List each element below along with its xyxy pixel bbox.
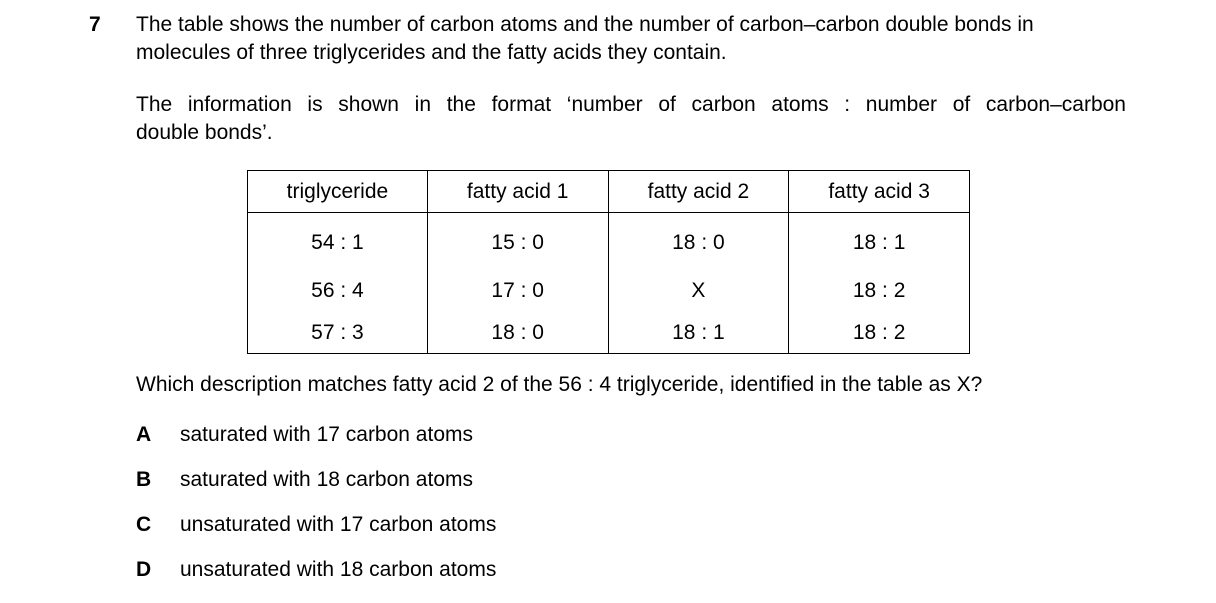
option-b[interactable]: [136, 468, 473, 492]
table-cell: 18 : 2: [789, 313, 970, 354]
table-cell: 56 : 4: [248, 269, 428, 313]
table-cell: 18 : 0: [427, 313, 608, 354]
option-text: saturated with 18 carbon atoms: [180, 468, 473, 491]
option-d[interactable]: [136, 558, 496, 582]
intro-line-2: molecules of three triglycerides and the fatty acids they contain.: [136, 41, 727, 64]
table-cell: 57 : 3: [248, 313, 428, 354]
table-header-cell: fatty acid 1: [427, 171, 608, 213]
table-header-cell: fatty acid 3: [789, 171, 970, 213]
question-text: Which description matches fatty acid 2 of the 56 : 4 triglyceride, identified in the table as X?: [136, 373, 983, 396]
table-row: [248, 313, 970, 354]
table-header-cell: fatty acid 2: [608, 171, 789, 213]
table-header-row: [248, 171, 970, 213]
option-letter: B: [136, 468, 152, 491]
table-header-cell: triglyceride: [248, 171, 428, 213]
option-letter: D: [136, 558, 152, 581]
table-cell: 18 : 1: [789, 213, 970, 270]
option-letter: C: [136, 513, 152, 536]
intro-line-1: The table shows the number of carbon atoms and the number of carbon–carbon double bonds in: [136, 13, 1034, 36]
format-paragraph: [136, 91, 1126, 147]
table-cell: 18 : 2: [789, 269, 970, 313]
option-text: unsaturated with 18 carbon atoms: [180, 558, 497, 581]
option-text: saturated with 17 carbon atoms: [180, 423, 473, 446]
table-cell: 18 : 0: [608, 213, 789, 270]
option-a[interactable]: [136, 423, 473, 447]
intro-paragraph: [136, 11, 1126, 67]
format-line-1: The information is shown in the format ‘number of carbon atoms : number of carbon–carbon: [136, 93, 1126, 116]
table-cell: 15 : 0: [427, 213, 608, 270]
table-row: [248, 269, 970, 313]
table-cell: 17 : 0: [427, 269, 608, 313]
option-letter: A: [136, 423, 152, 446]
table-row: [248, 213, 970, 270]
format-line-2: double bonds’.: [136, 121, 273, 144]
question-number: 7: [89, 13, 101, 36]
option-text: unsaturated with 17 carbon atoms: [180, 513, 497, 536]
table-cell: X: [608, 269, 789, 313]
table-cell: 18 : 1: [608, 313, 789, 354]
table-cell: 54 : 1: [248, 213, 428, 270]
option-c[interactable]: [136, 513, 496, 537]
fatty-acid-table: [247, 170, 970, 354]
